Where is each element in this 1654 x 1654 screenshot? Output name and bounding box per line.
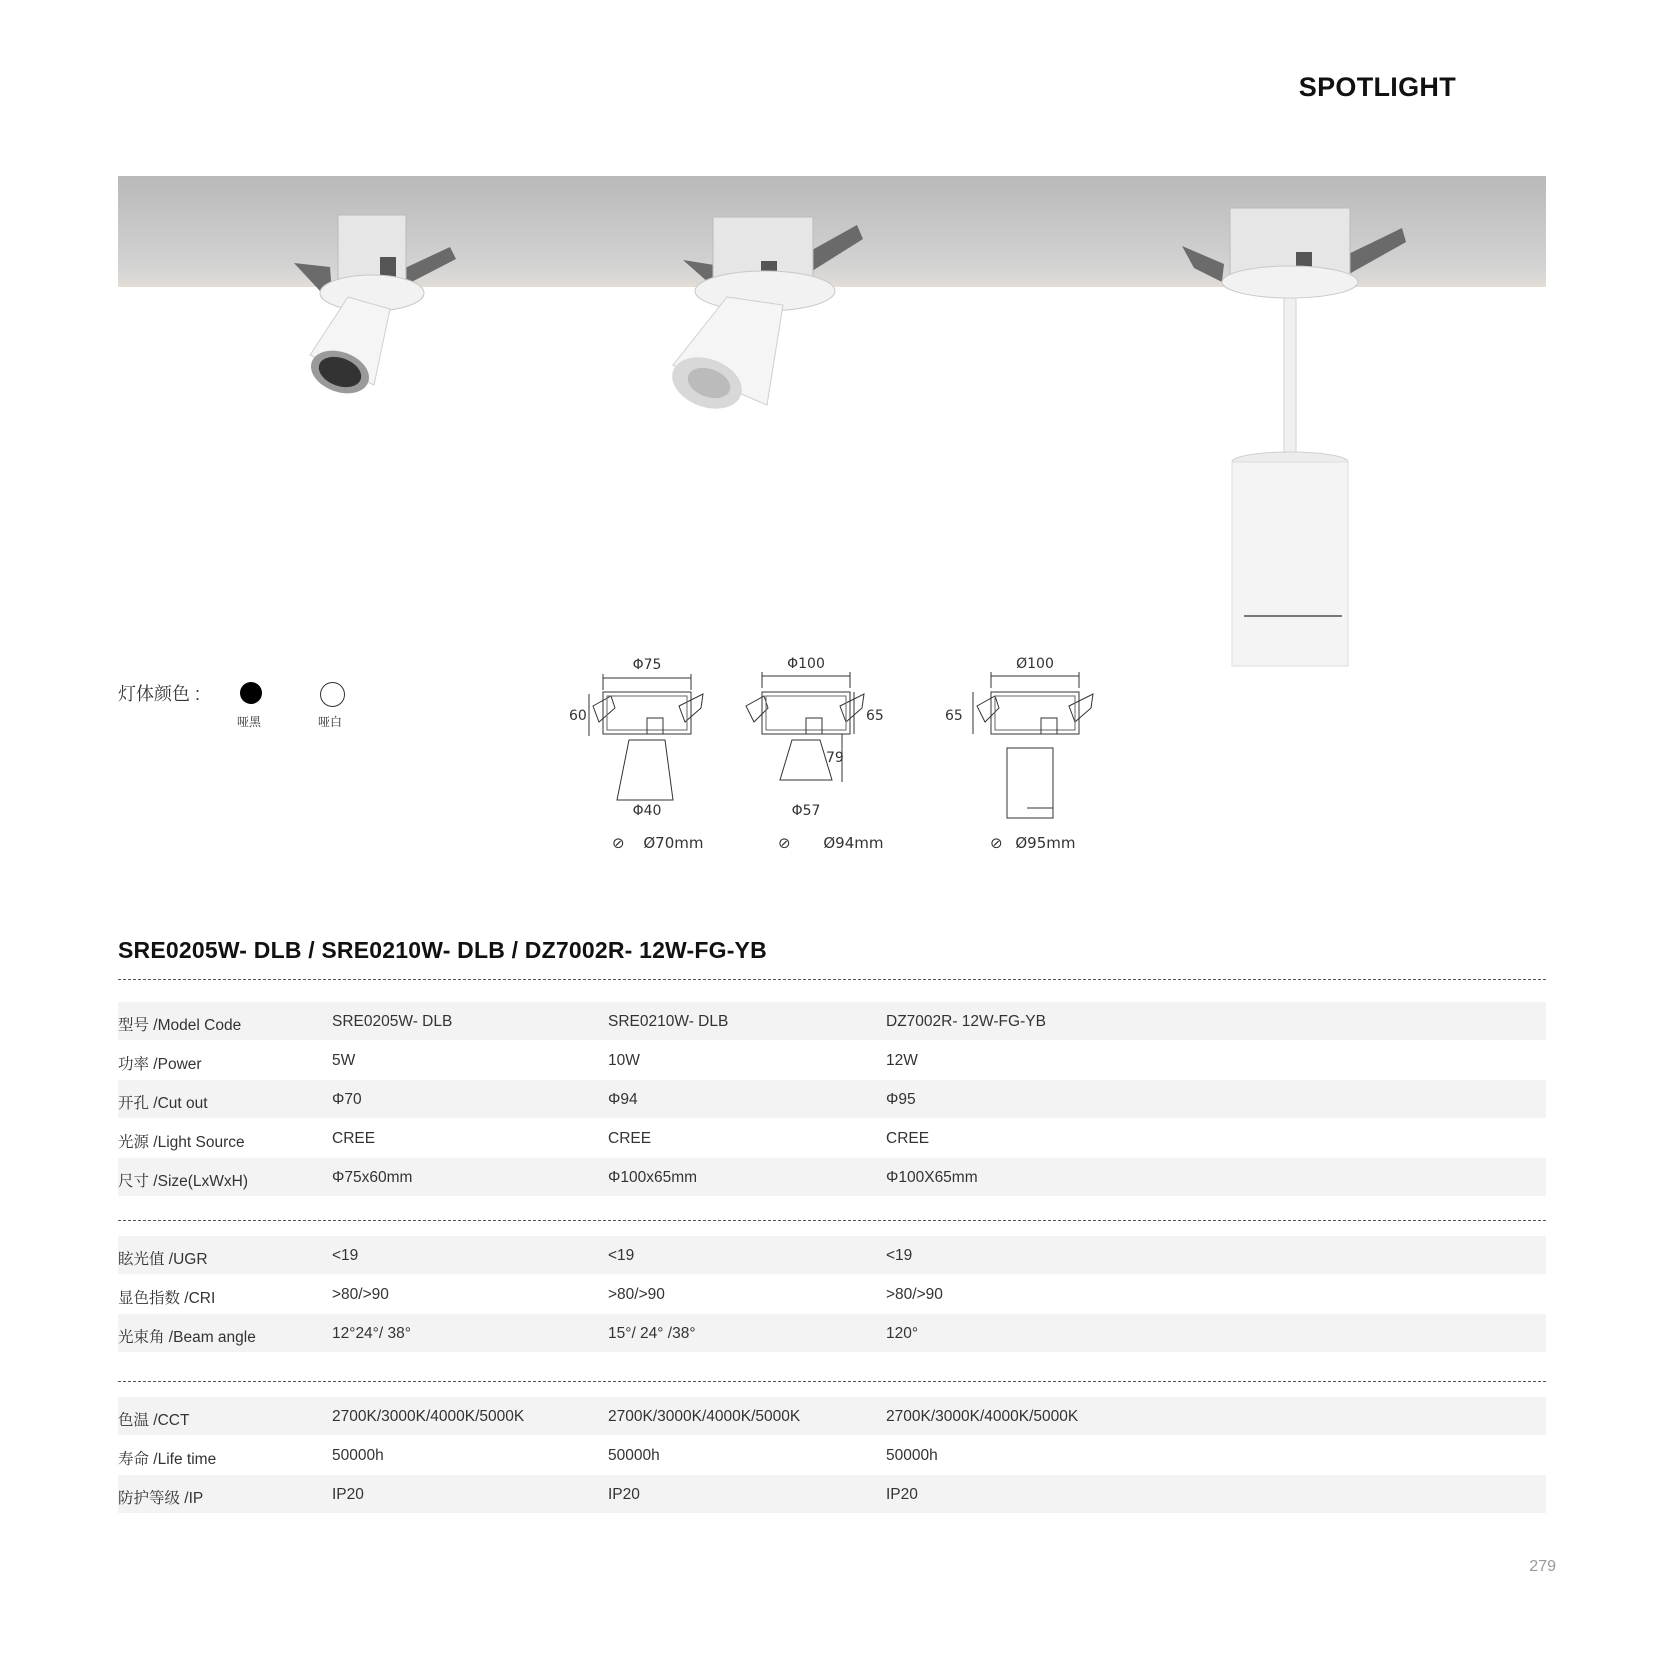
- cutout-value: Ø95mm: [1015, 834, 1076, 852]
- dimension-extra: 79: [826, 750, 844, 766]
- spec-value-3: >80/>90: [886, 1286, 943, 1303]
- spec-value-1: 50000h: [332, 1447, 384, 1464]
- cutout-icon: ⊘: [778, 834, 791, 852]
- cutout-icon: ⊘: [612, 834, 625, 852]
- spec-value-2: 2700K/3000K/4000K/5000K: [608, 1408, 801, 1425]
- cutout-value: Ø70mm: [643, 834, 704, 852]
- finish-name-black: 哑黑: [237, 715, 262, 729]
- spec-value-1: Φ75x60mm: [332, 1169, 413, 1186]
- model-title: SRE0205W- DLB / SRE0210W- DLB / DZ7002R- 12W-FG-YB: [118, 937, 767, 963]
- finish-swatch-white: [320, 682, 345, 707]
- spec-value-1: Φ70: [332, 1091, 362, 1108]
- page-number: 279: [1529, 1558, 1556, 1575]
- cutout-3: [990, 834, 1075, 852]
- spec-value-2: 50000h: [608, 1447, 660, 1464]
- spec-label: 型号 /Model Code: [118, 1017, 242, 1034]
- spec-value-1: 5W: [332, 1052, 356, 1069]
- spec-value-2: CREE: [608, 1130, 652, 1147]
- technical-drawing-dz7002r: [935, 650, 1105, 822]
- spec-row-size: [118, 1158, 1546, 1196]
- spec-value-3: 12W: [886, 1052, 918, 1069]
- spec-value-2: Φ100x65mm: [608, 1169, 698, 1186]
- finish-swatch-black: [240, 682, 262, 704]
- spec-label: 显色指数 /CRI: [118, 1290, 216, 1307]
- spec-row-power: [118, 1041, 1546, 1079]
- spec-label: 尺寸 /Size(LxWxH): [118, 1173, 249, 1190]
- spec-value-2: <19: [608, 1247, 635, 1264]
- spec-value-2: 15°/ 24° /38°: [608, 1325, 696, 1342]
- spec-value-1: 2700K/3000K/4000K/5000K: [332, 1408, 525, 1425]
- technical-drawing-sre0205w: [555, 650, 705, 822]
- spec-value-2: SRE0210W- DLB: [608, 1013, 729, 1030]
- dimension-top: Φ100: [787, 656, 825, 672]
- spec-row-cri: [118, 1275, 1546, 1313]
- spec-value-1: SRE0205W- DLB: [332, 1013, 453, 1030]
- category-title: SPOTLIGHT: [1298, 72, 1456, 102]
- spec-value-3: DZ7002R- 12W-FG-YB: [886, 1013, 1046, 1030]
- dimension-side: 60: [569, 708, 587, 724]
- dimension-top: Ø100: [1016, 656, 1054, 672]
- spec-value-3: 50000h: [886, 1447, 938, 1464]
- spec-label: 功率 /Power: [118, 1056, 202, 1073]
- divider: [118, 979, 1546, 980]
- spec-label: 色温 /CCT: [118, 1412, 190, 1429]
- dimension-top: Φ75: [632, 657, 662, 673]
- spec-row-cut-out: [118, 1080, 1546, 1118]
- spec-row-cct: [118, 1397, 1546, 1435]
- spec-row-ip: [118, 1475, 1546, 1513]
- finish-label: 灯体颜色 :: [118, 684, 201, 704]
- cutout-value: Ø94mm: [823, 834, 884, 852]
- dimension-bottom: Φ57: [791, 803, 821, 819]
- spec-label: 寿命 /Life time: [118, 1451, 217, 1468]
- spec-value-2: 10W: [608, 1052, 640, 1069]
- spec-row-life-time: [118, 1436, 1546, 1474]
- spec-row-model-code: [118, 1002, 1546, 1040]
- product-photo-sre0205w: [290, 205, 470, 405]
- spec-value-3: Φ95: [886, 1091, 916, 1108]
- spec-row-beam-angle: [118, 1314, 1546, 1352]
- spec-value-1: 12°24°/ 38°: [332, 1325, 411, 1342]
- dimension-side: 65: [866, 708, 884, 724]
- spec-value-2: IP20: [608, 1486, 640, 1503]
- spec-value-3: Φ100X65mm: [886, 1169, 978, 1186]
- spec-value-3: 2700K/3000K/4000K/5000K: [886, 1408, 1079, 1425]
- finish-name-white: 哑白: [318, 715, 343, 729]
- product-photo-sre0210w: [665, 205, 865, 420]
- spec-value-3: 120°: [886, 1325, 919, 1342]
- spec-value-1: <19: [332, 1247, 359, 1264]
- spec-row-light-source: [118, 1119, 1546, 1157]
- spec-value-1: >80/>90: [332, 1286, 389, 1303]
- spec-value-3: <19: [886, 1247, 913, 1264]
- spec-value-2: Φ94: [608, 1091, 638, 1108]
- spec-label: 防护等级 /IP: [118, 1490, 204, 1507]
- spec-value-3: IP20: [886, 1486, 918, 1503]
- spec-row-ugr: [118, 1236, 1546, 1274]
- spec-value-1: CREE: [332, 1130, 376, 1147]
- cutout-1: [612, 834, 703, 852]
- product-photo-dz7002r: [1180, 198, 1420, 673]
- spec-label: 光束角 /Beam angle: [118, 1329, 256, 1346]
- divider: [118, 1220, 1546, 1221]
- dimension-side: 65: [945, 708, 963, 724]
- spec-label: 光源 /Light Source: [118, 1134, 245, 1151]
- cutout-2: [778, 834, 883, 852]
- dimension-bottom: Φ40: [632, 803, 662, 819]
- cutout-icon: ⊘: [990, 834, 1003, 852]
- spec-value-3: CREE: [886, 1130, 930, 1147]
- spec-value-1: IP20: [332, 1486, 364, 1503]
- spec-label: 眩光值 /UGR: [118, 1251, 208, 1268]
- technical-drawing-sre0210w: [740, 650, 890, 822]
- spec-label: 开孔 /Cut out: [118, 1095, 208, 1112]
- spec-value-2: >80/>90: [608, 1286, 665, 1303]
- divider: [118, 1381, 1546, 1382]
